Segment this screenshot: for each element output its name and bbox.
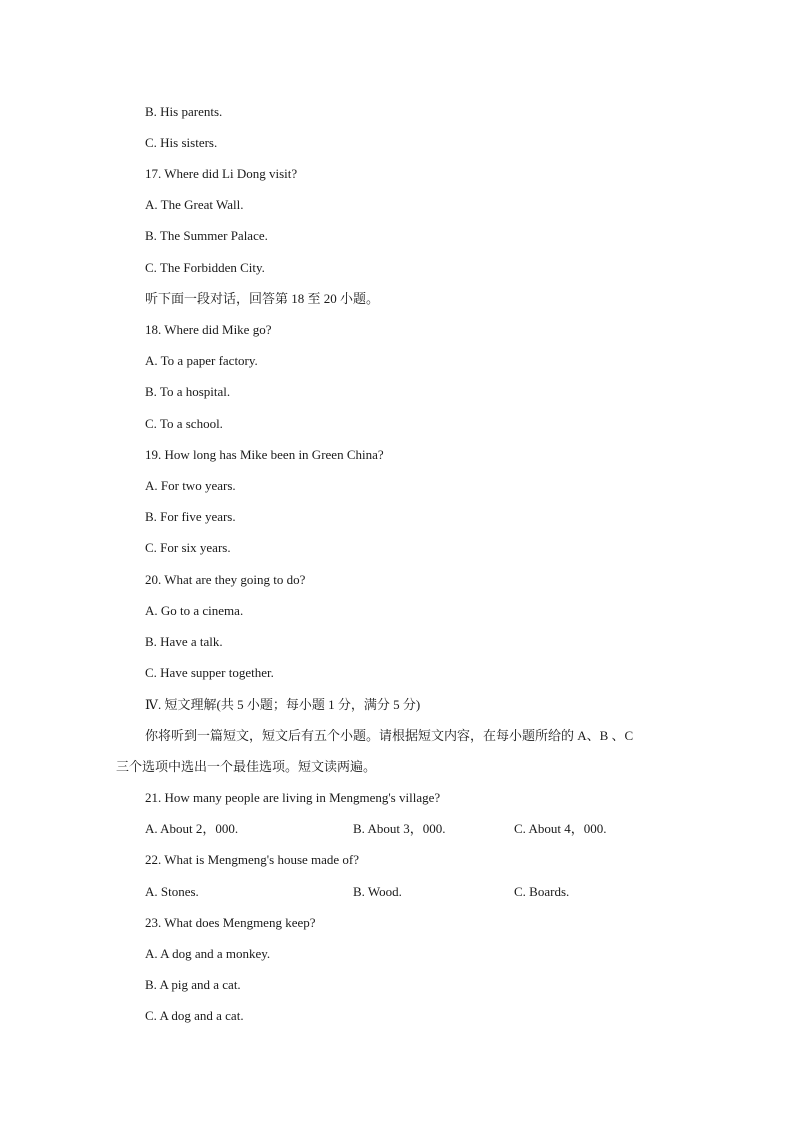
q22-question: 22. What is Mengmeng's house made of? — [145, 852, 360, 867]
q20-option-a: A. Go to a cinema. — [145, 603, 244, 618]
q18-option-b: B. To a hospital. — [145, 384, 231, 399]
q18-option-a: A. To a paper factory. — [145, 353, 258, 368]
q21-option-b: B. About 3，000. — [353, 821, 446, 836]
q17-option-c: C. The Forbidden City. — [145, 260, 265, 275]
q17-option-a: A. The Great Wall. — [145, 197, 244, 212]
q21-question: 21. How many people are living in Mengmeng's village? — [145, 790, 441, 805]
q21-option-a: A. About 2，000. — [145, 821, 239, 836]
q22-option-b: B. Wood. — [353, 884, 402, 899]
q23-option-a: A. A dog and a monkey. — [145, 946, 271, 961]
section-4-instruction-2: 三个选项中选出一个最佳选项。短文读两遍。 — [116, 759, 377, 774]
section-4-instruction-1: 你将听到一篇短文，短文后有五个小题。请根据短文内容，在每小题所给的 A、B 、C — [145, 728, 634, 743]
q20-option-c: C. Have supper together. — [145, 665, 274, 680]
q23-option-b: B. A pig and a cat. — [145, 977, 241, 992]
q18-question: 18. Where did Mike go? — [145, 322, 272, 337]
q23-question: 23. What does Mengmeng keep? — [145, 915, 316, 930]
q22-option-a: A. Stones. — [145, 884, 199, 899]
q20-question: 20. What are they going to do? — [145, 572, 306, 587]
q19-option-b: B. For five years. — [145, 509, 236, 524]
q23-option-c: C. A dog and a cat. — [145, 1008, 244, 1023]
q16-option-c: C. His sisters. — [145, 135, 218, 150]
q17-option-b: B. The Summer Palace. — [145, 228, 268, 243]
q18-option-c: C. To a school. — [145, 416, 223, 431]
q21-option-c: C. About 4，000. — [514, 821, 607, 836]
instruction-18-20: 听下面一段对话，回答第 18 至 20 小题。 — [145, 291, 380, 306]
q19-option-a: A. For two years. — [145, 478, 236, 493]
q20-option-b: B. Have a talk. — [145, 634, 223, 649]
q16-option-b: B. His parents. — [145, 104, 223, 119]
q19-question: 19. How long has Mike been in Green China? — [145, 447, 384, 462]
section-4-title: Ⅳ. 短文理解(共 5 小题；每小题 1 分，满分 5 分) — [145, 697, 421, 712]
q22-option-c: C. Boards. — [514, 884, 570, 899]
q19-option-c: C. For six years. — [145, 540, 231, 555]
q17-question: 17. Where did Li Dong visit? — [145, 166, 298, 181]
